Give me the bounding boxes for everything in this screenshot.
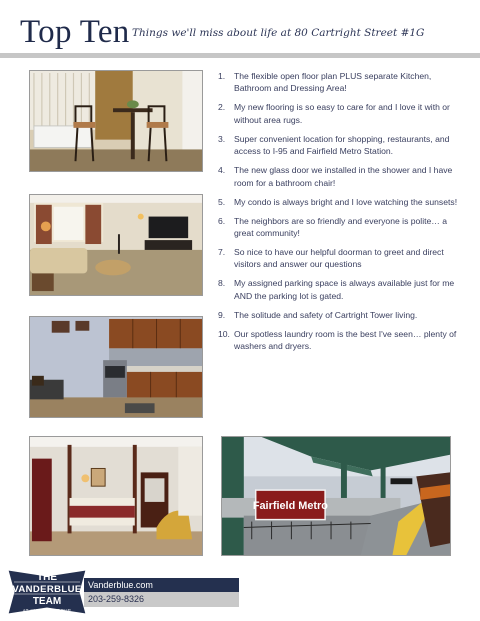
list-item-text: My condo is always bright and I love watching the sunsets! bbox=[234, 196, 458, 207]
list-item-number: 4. bbox=[218, 165, 226, 176]
list-item bbox=[218, 133, 466, 158]
list-item-number: 8. bbox=[218, 278, 226, 289]
list-item-text: So nice to have our helpful doorman to greet and direct visitors and answer our questions bbox=[234, 247, 444, 270]
list-item-number: 7. bbox=[218, 247, 226, 258]
list-item bbox=[218, 70, 466, 95]
logo-line-3: TEAM bbox=[32, 596, 62, 607]
header-divider bbox=[0, 53, 480, 58]
list-item bbox=[218, 215, 466, 240]
list-item-number: 6. bbox=[218, 215, 226, 226]
photo-bedroom bbox=[29, 436, 203, 556]
list-item-text: My new flooring is so easy to care for and I love it with or without area rugs. bbox=[234, 102, 450, 125]
list-item bbox=[218, 309, 466, 321]
page-subtitle: Things we'll miss about life at 80 Cartright Street #1G bbox=[132, 27, 425, 39]
logo-line-2: VANDERBLUE bbox=[12, 584, 82, 595]
list-item bbox=[218, 246, 466, 271]
list-item-text: The neighbors are so friendly and everyone is polite… a great community! bbox=[234, 215, 448, 239]
list-item bbox=[218, 328, 466, 353]
footer-phone: 203-259-8326 bbox=[88, 594, 145, 604]
photo-dining-nook bbox=[29, 70, 203, 172]
list-item bbox=[218, 196, 466, 208]
photo-train-station bbox=[221, 436, 451, 556]
list-item-text: The new glass door we installed in the shower and I have room for a bathroom chair! bbox=[234, 165, 453, 188]
station-sign-text: Fairfield Metro bbox=[252, 499, 328, 512]
footer-website[interactable]: Vanderblue.com bbox=[88, 580, 153, 590]
list-item-text: The flexible open floor plan PLUS separate Kitchen, Bathroom and Dressing Area! bbox=[234, 71, 432, 94]
list-item-text: The solitude and safety of Cartright Tower living. bbox=[234, 309, 418, 320]
logo-line-4: AT HIGGINS GROUP bbox=[22, 608, 72, 613]
logo-line-1: THE bbox=[37, 572, 57, 583]
list-item bbox=[218, 101, 466, 126]
list-item-number: 2. bbox=[218, 102, 226, 113]
list-item-number: 3. bbox=[218, 133, 226, 144]
list-item-text: My assigned parking space is always available just for me AND the parking lot is gated. bbox=[234, 278, 455, 301]
list-item-number: 10. bbox=[218, 328, 230, 339]
list-item-number: 5. bbox=[218, 196, 226, 207]
photo-kitchen bbox=[29, 316, 203, 418]
list-item bbox=[218, 277, 466, 302]
top-ten-list bbox=[218, 70, 466, 359]
list-item-text: Super convenient location for shopping, restaurants, and access to I-95 and Fairfield Metro Station. bbox=[234, 133, 450, 157]
page-header bbox=[0, 0, 480, 60]
page-title: Top Ten bbox=[20, 14, 130, 50]
photo-living-room bbox=[29, 194, 203, 296]
list-item bbox=[218, 164, 466, 189]
list-item-text: Our spotless laundry room is the best I've seen… plenty of washers and dryers. bbox=[234, 328, 457, 352]
list-item-number: 1. bbox=[218, 71, 226, 81]
list-item-number: 9. bbox=[218, 309, 226, 320]
